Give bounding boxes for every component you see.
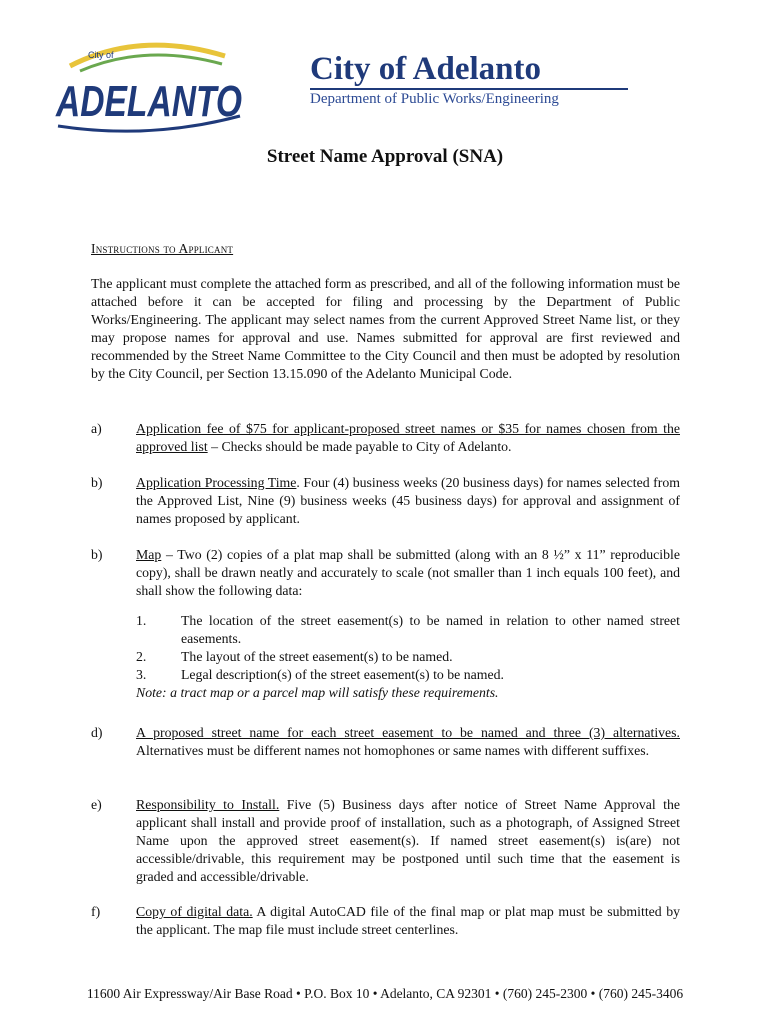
item-letter: e) [91, 797, 102, 812]
item-heading: Application fee of $75 for applicant-proposed street names or $35 for names chosen from the approved list [136, 421, 680, 454]
sub-list-item [136, 612, 680, 648]
logo-small-text: City of [88, 50, 114, 60]
item-body [136, 474, 680, 528]
sub-item-text: Legal description(s) of the street easement(s) to be named. [181, 667, 504, 682]
sub-list-item [136, 648, 680, 666]
list-item [91, 546, 680, 702]
item-heading: A proposed street name for each street easement to be named and three (3) alternatives. [136, 725, 680, 740]
item-heading: Application Processing Time [136, 475, 297, 490]
item-letter: a) [91, 421, 102, 436]
document-title: Street Name Approval (SNA) [266, 146, 504, 167]
list-item [91, 724, 680, 760]
item-text: – Two (2) copies of a plat map shall be submitted (along with an 8 ½” x 11” reproducible copy), shall be drawn neatly and accurately to scale (not smaller than 1 inch equals 100 feet), and shall show the following data: [136, 547, 680, 598]
city-logo [50, 38, 250, 138]
item-letter: b) [91, 547, 103, 562]
list-item [91, 903, 680, 939]
item-letter: d) [91, 725, 103, 740]
item-text: . Four (4) business weeks (20 business days) for names selected from the Approved List, Nine (9) business weeks (45 business days) for approval and assignment of names proposed by applicant. [136, 475, 680, 526]
item-text: A digital AutoCAD file of the final map or plat map must be submitted by the applicant. The map file must include street centerlines. [136, 904, 680, 937]
sub-item-text: The layout of the street easement(s) to be named. [181, 649, 453, 664]
list-item [91, 796, 680, 886]
item-body [136, 903, 680, 939]
map-note: Note: a tract map or a parcel map will satisfy these requirements. [136, 685, 499, 700]
sub-list [136, 612, 680, 702]
item-heading: Map [136, 547, 162, 562]
item-heading: Responsibility to Install. [136, 797, 280, 812]
item-text: Alternatives must be different names not homophones or same names with different suffixes. [136, 743, 650, 758]
item-body [136, 724, 680, 760]
sub-item-number: 2. [136, 649, 147, 664]
org-title: City of Adelanto [310, 50, 628, 90]
item-body [136, 420, 680, 456]
list-item [91, 420, 680, 456]
sub-item-number: 3. [136, 667, 147, 682]
list-item [91, 474, 680, 528]
item-letter: f) [91, 904, 101, 919]
item-text: Five (5) Business days after notice of Street Name Approval the applicant shall install and provide proof of installation, such as a photograph, of Assigned Street Name upon the approved street easement(s). If named street easement(s) is(are) not accessible/drivable, this requirement may be postponed until such time that the easement is graded and accessible/drivable. [136, 797, 680, 884]
sub-item-text: The location of the street easement(s) to be named in relation to other named street easements. [181, 613, 680, 646]
instructions-heading: Instructions to Applicant [91, 241, 234, 256]
city-logo-graphic [50, 38, 250, 138]
item-body [136, 796, 680, 886]
intro-paragraph: The applicant must complete the attached form as prescribed, and all of the following information must be attached before it can be accepted for filing and processing by the Department of Public Works/Engineering. The applicant may select names from the current Approved Street Name list, or they may propose names for approval and use. Names submitted for approval are first reviewed and recommended by the Street Name Committee to the City Council and then must be adopted by resolution by the City Council, per Section 13.15.090 of the Adelanto Municipal Code. [91, 276, 680, 381]
item-letter: b) [91, 475, 103, 490]
sub-item-number: 1. [136, 613, 147, 628]
item-text: – Checks should be made payable to City of Adelanto. [207, 439, 512, 454]
footer-address: 11600 Air Expressway/Air Base Road • P.O. Box 10 • Adelanto, CA 92301 • (760) 245-2300 • (760) 245-3406 [86, 986, 684, 1001]
item-body [136, 546, 680, 702]
item-heading: Copy of digital data. [136, 904, 253, 919]
logo-text: ADELANTO [55, 77, 243, 126]
department-name: Department of Public Works/Engineering [310, 91, 559, 107]
sub-list-item [136, 666, 680, 684]
